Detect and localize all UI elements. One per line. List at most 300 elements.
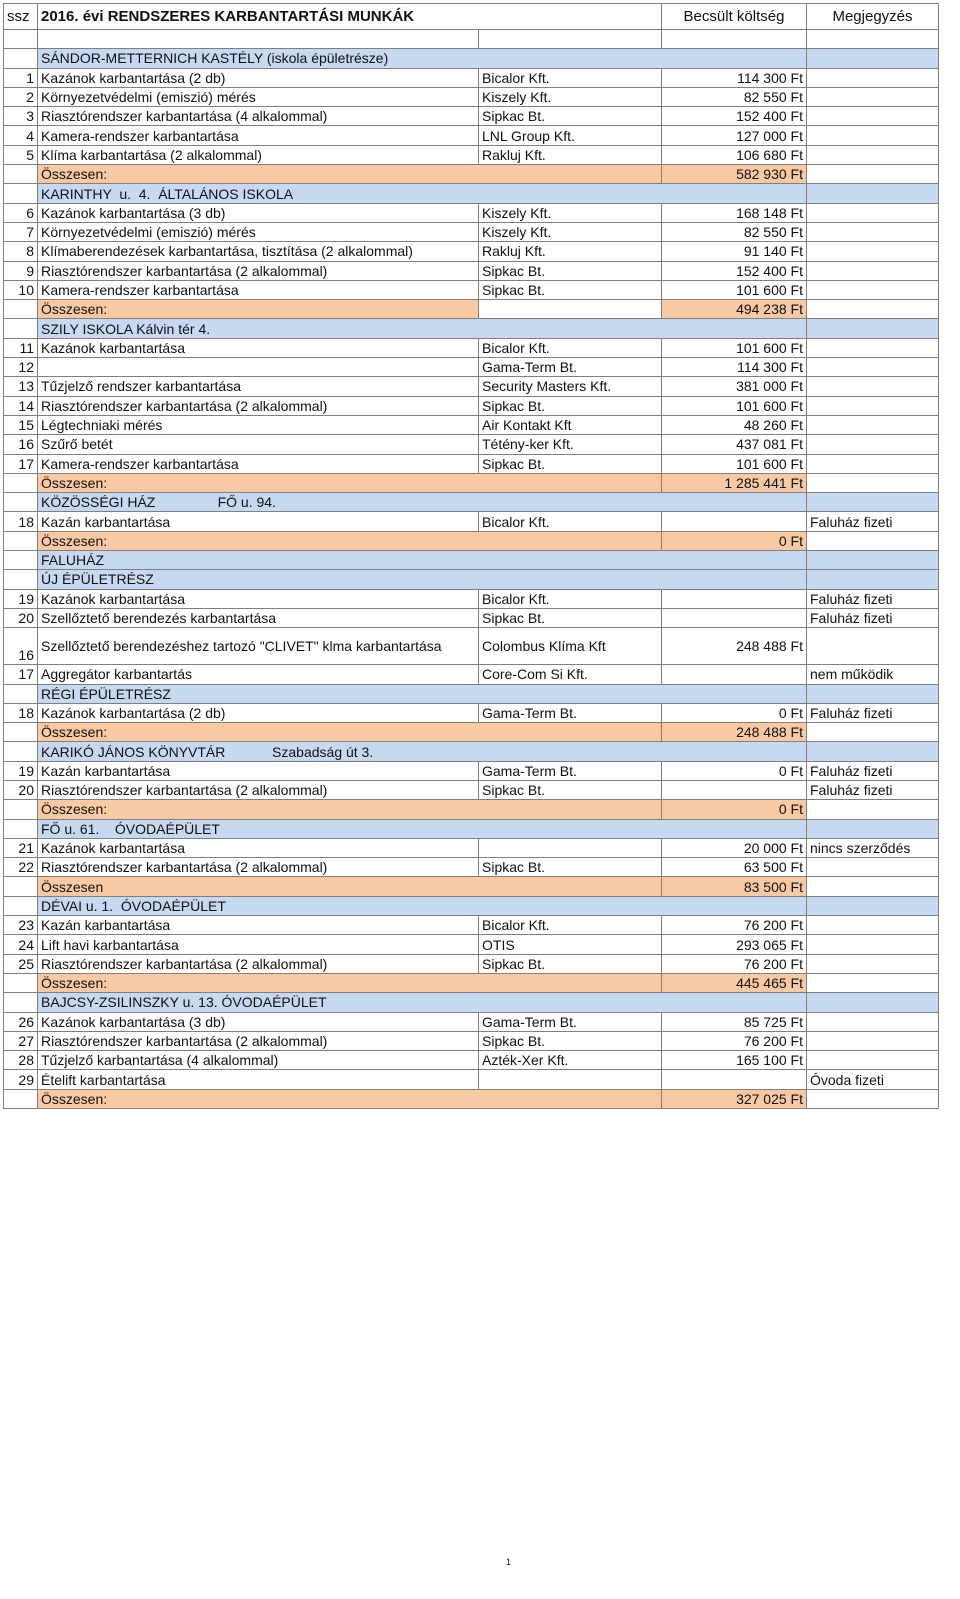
- empty-cell: [4, 570, 38, 589]
- section-row: [4, 684, 939, 703]
- estimated-cost: 152 400 Ft: [662, 261, 807, 280]
- task-name: Tűzjelző rendszer karbantartása: [38, 377, 479, 396]
- estimated-cost: 85 725 Ft: [662, 1012, 807, 1031]
- task-name: Kamera-rendszer karbantartása: [38, 280, 479, 299]
- estimated-cost: 152 400 Ft: [662, 107, 807, 126]
- contractor-name: Bicalor Kft.: [479, 68, 662, 87]
- empty-cell: [807, 570, 939, 589]
- estimated-cost: 0 Ft: [662, 703, 807, 722]
- table-row: [4, 916, 939, 935]
- estimated-cost: [662, 589, 807, 608]
- total-label: Összesen:: [38, 165, 662, 184]
- contractor-name: Sipkac Bt.: [479, 280, 662, 299]
- contractor-name: Kiszely Kft.: [479, 203, 662, 222]
- table-row: [4, 858, 939, 877]
- row-number: 28: [4, 1051, 38, 1070]
- empty-cell: [807, 473, 939, 492]
- empty-cell: [807, 531, 939, 550]
- note: [807, 858, 939, 877]
- task-name: Riasztórendszer karbantartása (2 alkalommal): [38, 396, 479, 415]
- task-name: Kazánok karbantartása (3 db): [38, 1012, 479, 1031]
- empty-cell: [4, 319, 38, 338]
- row-number: 7: [4, 222, 38, 241]
- empty-cell: [4, 551, 38, 570]
- table-row: [4, 396, 939, 415]
- empty-cell: [807, 300, 939, 319]
- estimated-cost: 437 081 Ft: [662, 435, 807, 454]
- section-row: [4, 570, 939, 589]
- row-number: 25: [4, 954, 38, 973]
- task-name: Kazánok karbantartása: [38, 338, 479, 357]
- row-number: 17: [4, 454, 38, 473]
- contractor-name: Kiszely Kft.: [479, 87, 662, 106]
- row-number: 8: [4, 242, 38, 261]
- task-name: Riasztórendszer karbantartása (2 alkalommal): [38, 261, 479, 280]
- task-name: Riasztórendszer karbantartása (2 alkalommal): [38, 858, 479, 877]
- section-title: FŐ u. 61. ÓVODAÉPÜLET: [38, 819, 807, 838]
- contractor-name: Sipkac Bt.: [479, 1031, 662, 1050]
- note: [807, 68, 939, 87]
- row-number: 27: [4, 1031, 38, 1050]
- blank-row: [4, 30, 939, 49]
- empty-cell: [4, 819, 38, 838]
- task-name: Légtechniaki mérés: [38, 415, 479, 434]
- empty-cell: [4, 184, 38, 203]
- task-name: Aggregátor karbantartás: [38, 665, 479, 684]
- empty-cell: [4, 877, 38, 896]
- total-row: [4, 1089, 939, 1108]
- note: [807, 126, 939, 145]
- section-row: [4, 49, 939, 68]
- row-number: 10: [4, 280, 38, 299]
- row-number: 1: [4, 68, 38, 87]
- task-name: Riasztórendszer karbantartása (4 alkalommal): [38, 107, 479, 126]
- estimated-cost: 101 600 Ft: [662, 396, 807, 415]
- estimated-cost: 106 680 Ft: [662, 145, 807, 164]
- contractor-name: Kiszely Kft.: [479, 222, 662, 241]
- total-label: Összesen:: [38, 1089, 662, 1108]
- section-title: RÉGI ÉPÜLETRÉSZ: [38, 684, 807, 703]
- row-number: 29: [4, 1070, 38, 1089]
- empty-cell: [4, 493, 38, 512]
- row-number: 2: [4, 87, 38, 106]
- row-number: 20: [4, 780, 38, 799]
- note: [807, 358, 939, 377]
- total-cost: 0 Ft: [662, 800, 807, 819]
- contractor-name: Bicalor Kft.: [479, 512, 662, 531]
- contractor-name: OTIS: [479, 935, 662, 954]
- total-row: [4, 300, 939, 319]
- table-row: [4, 261, 939, 280]
- total-row: [4, 973, 939, 992]
- empty-cell: [4, 684, 38, 703]
- table-row: [4, 435, 939, 454]
- row-number: 15: [4, 415, 38, 434]
- section-title: FALUHÁZ: [38, 551, 807, 570]
- table-row: [4, 203, 939, 222]
- empty-cell: [807, 319, 939, 338]
- row-number: 23: [4, 916, 38, 935]
- row-number: 14: [4, 396, 38, 415]
- task-name: [38, 358, 479, 377]
- table-row: [4, 126, 939, 145]
- estimated-cost: 76 200 Ft: [662, 954, 807, 973]
- total-label: Összesen:: [38, 473, 662, 492]
- empty-cell: [4, 1089, 38, 1108]
- empty-cell: [807, 165, 939, 184]
- section-title: DÉVAI u. 1. ÓVODAÉPÜLET: [38, 896, 807, 915]
- empty-cell: [479, 30, 662, 49]
- total-cost: 248 488 Ft: [662, 723, 807, 742]
- estimated-cost: [662, 608, 807, 627]
- contractor-name: Gama-Term Bt.: [479, 761, 662, 780]
- contractor-name: Bicalor Kft.: [479, 916, 662, 935]
- total-cost: 83 500 Ft: [662, 877, 807, 896]
- total-cost: 445 465 Ft: [662, 973, 807, 992]
- contractor-name: Tétény-ker Kft.: [479, 435, 662, 454]
- note: [807, 87, 939, 106]
- task-name: Szellőztető berendezés karbantartása: [38, 608, 479, 627]
- contractor-name: Sipkac Bt.: [479, 858, 662, 877]
- header-row: [4, 4, 939, 30]
- task-name: Kazánok karbantartása (2 db): [38, 68, 479, 87]
- note: Faluház fizeti: [807, 703, 939, 722]
- empty-cell: [4, 473, 38, 492]
- section-row: [4, 319, 939, 338]
- empty-cell: [4, 973, 38, 992]
- estimated-cost: 114 300 Ft: [662, 68, 807, 87]
- contractor-name: Gama-Term Bt.: [479, 703, 662, 722]
- contractor-name: LNL Group Kft.: [479, 126, 662, 145]
- section-row: [4, 896, 939, 915]
- total-row: [4, 800, 939, 819]
- task-name: Kazánok karbantartása: [38, 589, 479, 608]
- contractor-name: Gama-Term Bt.: [479, 1012, 662, 1031]
- contractor-name: Azték-Xer Kft.: [479, 1051, 662, 1070]
- task-name: Kamera-rendszer karbantartása: [38, 126, 479, 145]
- contractor-name: Bicalor Kft.: [479, 589, 662, 608]
- note: nincs szerződés: [807, 838, 939, 857]
- empty-cell: [807, 30, 939, 49]
- header-note: Megjegyzés: [807, 4, 939, 30]
- contractor-name: Colombus Klíma Kft: [479, 628, 662, 665]
- task-name: Lift havi karbantartása: [38, 935, 479, 954]
- table-row: [4, 954, 939, 973]
- row-number: 16: [4, 628, 38, 665]
- table-row: [4, 608, 939, 627]
- row-number: 26: [4, 1012, 38, 1031]
- total-row: [4, 531, 939, 550]
- estimated-cost: 91 140 Ft: [662, 242, 807, 261]
- note: [807, 203, 939, 222]
- note: [807, 280, 939, 299]
- section-title: KÖZÖSSÉGI HÁZ FŐ u. 94.: [38, 493, 807, 512]
- empty-cell: [807, 973, 939, 992]
- estimated-cost: [662, 780, 807, 799]
- contractor-name: Air Kontakt Kft: [479, 415, 662, 434]
- task-name: Környezetvédelmi (emiszió) mérés: [38, 222, 479, 241]
- task-name: Riasztórendszer karbantartása (2 alkalommal): [38, 1031, 479, 1050]
- row-number: 20: [4, 608, 38, 627]
- total-row: [4, 723, 939, 742]
- task-name: Kamera-rendszer karbantartása: [38, 454, 479, 473]
- row-number: 19: [4, 761, 38, 780]
- estimated-cost: [662, 512, 807, 531]
- table-row: [4, 1031, 939, 1050]
- section-row: [4, 551, 939, 570]
- empty-cell: [4, 993, 38, 1012]
- row-number: 11: [4, 338, 38, 357]
- section-row: [4, 493, 939, 512]
- section-title: BAJCSY-ZSILINSZKY u. 13. ÓVODAÉPÜLET: [38, 993, 807, 1012]
- table-row: [4, 665, 939, 684]
- table-row: [4, 68, 939, 87]
- empty-cell: [4, 896, 38, 915]
- note: Faluház fizeti: [807, 780, 939, 799]
- estimated-cost: 63 500 Ft: [662, 858, 807, 877]
- row-number: 9: [4, 261, 38, 280]
- empty-cell: [807, 49, 939, 68]
- estimated-cost: 165 100 Ft: [662, 1051, 807, 1070]
- task-name: Kazánok karbantartása: [38, 838, 479, 857]
- note: [807, 415, 939, 434]
- note: Faluház fizeti: [807, 512, 939, 531]
- section-title: KARINTHY u. 4. ÁLTALÁNOS ISKOLA: [38, 184, 807, 203]
- estimated-cost: 82 550 Ft: [662, 87, 807, 106]
- row-number: 4: [4, 126, 38, 145]
- table-row: [4, 703, 939, 722]
- note: [807, 222, 939, 241]
- empty-cell: [4, 723, 38, 742]
- row-number: 16: [4, 435, 38, 454]
- table-row: [4, 628, 939, 665]
- row-number: 24: [4, 935, 38, 954]
- empty-cell: [807, 896, 939, 915]
- note: [807, 1051, 939, 1070]
- note: [807, 377, 939, 396]
- table-row: [4, 242, 939, 261]
- table-row: [4, 107, 939, 126]
- empty-cell: [4, 300, 38, 319]
- estimated-cost: [662, 1070, 807, 1089]
- empty-cell: [4, 165, 38, 184]
- total-row: [4, 473, 939, 492]
- task-name: Szűrő betét: [38, 435, 479, 454]
- row-number: 6: [4, 203, 38, 222]
- contractor-name: Sipkac Bt.: [479, 107, 662, 126]
- table-row: [4, 358, 939, 377]
- contractor-name: [479, 838, 662, 857]
- note: [807, 338, 939, 357]
- section-title: KARIKÓ JÁNOS KÖNYVTÁR Szabadság út 3.: [38, 742, 807, 761]
- estimated-cost: 76 200 Ft: [662, 916, 807, 935]
- note: [807, 916, 939, 935]
- total-label: Összesen:: [38, 723, 662, 742]
- task-name: Kazán karbantartása: [38, 761, 479, 780]
- empty-cell: [807, 742, 939, 761]
- task-name: Kazánok karbantartása (3 db): [38, 203, 479, 222]
- total-label: Összesen:: [38, 800, 662, 819]
- estimated-cost: 101 600 Ft: [662, 280, 807, 299]
- note: nem működik: [807, 665, 939, 684]
- table-row: [4, 415, 939, 434]
- estimated-cost: 168 148 Ft: [662, 203, 807, 222]
- contractor-name: Sipkac Bt.: [479, 261, 662, 280]
- row-number: 13: [4, 377, 38, 396]
- note: [807, 454, 939, 473]
- table-row: [4, 87, 939, 106]
- total-label: Összesen:: [38, 300, 479, 319]
- contractor-name: Bicalor Kft.: [479, 338, 662, 357]
- section-row: [4, 819, 939, 838]
- table-row: [4, 338, 939, 357]
- estimated-cost: 82 550 Ft: [662, 222, 807, 241]
- note: [807, 396, 939, 415]
- empty-cell: [807, 551, 939, 570]
- note: [807, 107, 939, 126]
- empty-cell: [38, 30, 479, 49]
- total-cost: 582 930 Ft: [662, 165, 807, 184]
- table-row: [4, 222, 939, 241]
- empty-cell: [807, 493, 939, 512]
- empty-cell: [4, 800, 38, 819]
- table-row: [4, 377, 939, 396]
- note: [807, 935, 939, 954]
- contractor-name: Sipkac Bt.: [479, 396, 662, 415]
- note: [807, 954, 939, 973]
- row-number: 17: [4, 665, 38, 684]
- empty-cell: [4, 30, 38, 49]
- estimated-cost: 0 Ft: [662, 761, 807, 780]
- estimated-cost: 48 260 Ft: [662, 415, 807, 434]
- header-cost: Becsült költség: [662, 4, 807, 30]
- task-name: Kazán karbantartása: [38, 916, 479, 935]
- empty-cell: [807, 877, 939, 896]
- row-number: 12: [4, 358, 38, 377]
- empty-cell: [479, 300, 662, 319]
- table-row: [4, 761, 939, 780]
- table-row: [4, 145, 939, 164]
- row-number: 18: [4, 512, 38, 531]
- note: [807, 261, 939, 280]
- note: Faluház fizeti: [807, 608, 939, 627]
- estimated-cost: 114 300 Ft: [662, 358, 807, 377]
- section-title: ÚJ ÉPÜLETRÉSZ: [38, 570, 807, 589]
- task-name: Kazán karbantartása: [38, 512, 479, 531]
- contractor-name: Security Masters Kft.: [479, 377, 662, 396]
- section-row: [4, 184, 939, 203]
- note: [807, 145, 939, 164]
- task-name: Klíma karbantartása (2 alkalommal): [38, 145, 479, 164]
- row-number: 22: [4, 858, 38, 877]
- total-row: [4, 165, 939, 184]
- empty-cell: [807, 819, 939, 838]
- section-title: SÁNDOR-METTERNICH KASTÉLY (iskola épületrésze): [38, 49, 807, 68]
- total-cost: 0 Ft: [662, 531, 807, 550]
- row-number: 18: [4, 703, 38, 722]
- table-row: [4, 1012, 939, 1031]
- table-row: [4, 780, 939, 799]
- task-name: Klímaberendezések karbantartása, tisztítása (2 alkalommal): [38, 242, 479, 261]
- row-number: 3: [4, 107, 38, 126]
- empty-cell: [807, 723, 939, 742]
- note: [807, 1012, 939, 1031]
- note: Faluház fizeti: [807, 761, 939, 780]
- contractor-name: Sipkac Bt.: [479, 608, 662, 627]
- task-name: Tűzjelző karbantartása (4 alkalommal): [38, 1051, 479, 1070]
- table-row: [4, 512, 939, 531]
- empty-cell: [807, 1089, 939, 1108]
- table-row: [4, 935, 939, 954]
- page-number: 1: [506, 1557, 512, 1567]
- table-row: [4, 280, 939, 299]
- total-cost: 494 238 Ft: [662, 300, 807, 319]
- note: Óvoda fizeti: [807, 1070, 939, 1089]
- note: [807, 628, 939, 665]
- section-row: [4, 993, 939, 1012]
- note: Faluház fizeti: [807, 589, 939, 608]
- empty-cell: [4, 49, 38, 68]
- task-name: Riasztórendszer karbantartása (2 alkalommal): [38, 954, 479, 973]
- estimated-cost: 20 000 Ft: [662, 838, 807, 857]
- contractor-name: Rakluj Kft.: [479, 242, 662, 261]
- estimated-cost: 248 488 Ft: [662, 628, 807, 665]
- empty-cell: [4, 531, 38, 550]
- estimated-cost: [662, 665, 807, 684]
- table-row: [4, 589, 939, 608]
- contractor-name: Core-Com Si Kft.: [479, 665, 662, 684]
- contractor-name: Sipkac Bt.: [479, 954, 662, 973]
- total-cost: 1 285 441 Ft: [662, 473, 807, 492]
- contractor-name: [479, 1070, 662, 1089]
- estimated-cost: 76 200 Ft: [662, 1031, 807, 1050]
- total-row: [4, 877, 939, 896]
- document-title: 2016. évi RENDSZERES KARBANTARTÁSI MUNKÁK: [38, 4, 662, 30]
- total-cost: 327 025 Ft: [662, 1089, 807, 1108]
- contractor-name: Sipkac Bt.: [479, 454, 662, 473]
- note: [807, 242, 939, 261]
- estimated-cost: 101 600 Ft: [662, 338, 807, 357]
- task-name: Környezetvédelmi (emiszió) mérés: [38, 87, 479, 106]
- contractor-name: Rakluj Kft.: [479, 145, 662, 164]
- row-number: 19: [4, 589, 38, 608]
- estimated-cost: 127 000 Ft: [662, 126, 807, 145]
- note: [807, 435, 939, 454]
- header-ssz: ssz: [4, 4, 38, 30]
- total-label: Összesen:: [38, 973, 662, 992]
- empty-cell: [807, 993, 939, 1012]
- section-row: [4, 742, 939, 761]
- empty-cell: [662, 30, 807, 49]
- total-label: Összesen:: [38, 531, 662, 550]
- row-number: 21: [4, 838, 38, 857]
- table-body: [4, 30, 939, 1109]
- table-row: [4, 1070, 939, 1089]
- estimated-cost: 293 065 Ft: [662, 935, 807, 954]
- contractor-name: Sipkac Bt.: [479, 780, 662, 799]
- task-name: Kazánok karbantartása (2 db): [38, 703, 479, 722]
- estimated-cost: 381 000 Ft: [662, 377, 807, 396]
- total-label: Összesen: [38, 877, 662, 896]
- task-name: Riasztórendszer karbantartása (2 alkalommal): [38, 780, 479, 799]
- empty-cell: [807, 800, 939, 819]
- contractor-name: Gama-Term Bt.: [479, 358, 662, 377]
- empty-cell: [807, 684, 939, 703]
- task-name: Ételift karbantartása: [38, 1070, 479, 1089]
- table-row: [4, 1051, 939, 1070]
- section-title: SZILY ISKOLA Kálvin tér 4.: [38, 319, 807, 338]
- table-row: [4, 454, 939, 473]
